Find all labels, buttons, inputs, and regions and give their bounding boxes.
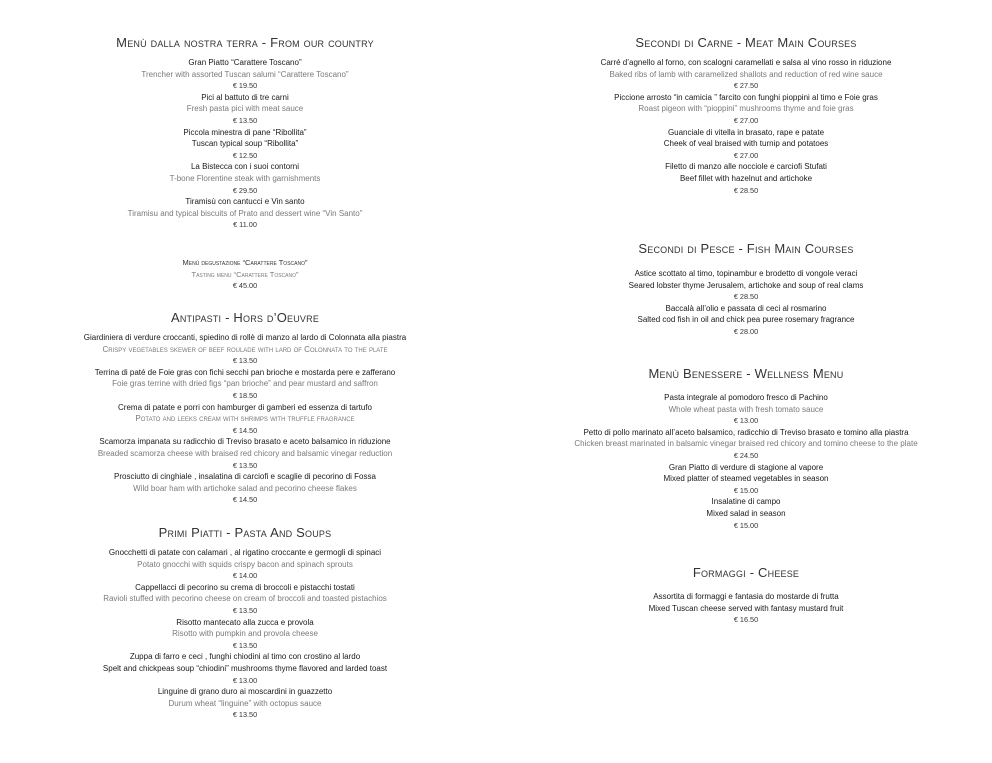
menu-item-name-eng: Chicken breast marinated in balsamic vinegar braised red chicory and tomino cheese to the plate [574, 439, 918, 449]
menu-item [500, 591, 992, 626]
section-items-formaggi [500, 591, 992, 626]
menu-item-name-eng: Salted cod fish in oil and chick pea puree rosemary fragrance [637, 315, 855, 325]
tasting-menu-eng: Tasting menu “Carattere Toscano” [191, 269, 299, 279]
menu-item-price: € 11.00 [233, 220, 257, 230]
menu-item [0, 127, 490, 162]
menu-item-price: € 15.00 [733, 485, 759, 495]
menu-item-name-ita: Scamorza impanata su radicchio di Treviso brasato e aceto balsamico in riduzione [99, 437, 391, 447]
section-items-benessere [500, 392, 992, 531]
menu-item-name-eng: Crispy vegetables skewer of beef roulade with lard of Colonnata to the plate [102, 344, 388, 354]
section-items-carne [500, 57, 992, 196]
menu-item [500, 303, 992, 338]
menu-item-name-ita: Assortita di formaggi e fantasia do mostarde di frutta [653, 592, 839, 601]
menu-item-name-ita: Baccalà all’olio e passata di ceci al rosmarino [665, 303, 827, 313]
menu-item-price: € 27.50 [733, 81, 759, 91]
menu-item-name-ita: Piccione arrosto “in camicia ” farcito con funghi pioppini al timo e Foie gras [614, 92, 878, 102]
menu-item-name-ita: Zuppa di farro e ceci , funghi chiodini al timo con crostino al lardo [129, 652, 361, 662]
section-title-antipasti: Antipasti - Hors d’Oeuvre [170, 310, 320, 325]
menu-item-price: € 13.50 [232, 356, 258, 366]
menu-item-price: € 28.50 [733, 292, 759, 302]
menu-item-name-eng: Whole wheat pasta with fresh tomato sauce [668, 404, 824, 414]
menu-item-name-ita: Cappellacci di pecorino su crema di broccoli e pistacchi tostati [135, 582, 355, 592]
menu-item-name-ita: Linguine di grano duro ai moscardini in guazzetto [157, 687, 333, 697]
menu-item-name-eng: Tuscan typical soup “Ribollita” [191, 139, 299, 149]
menu-item-price: € 27.00 [733, 115, 759, 125]
menu-item [0, 686, 490, 721]
menu-item-name-ita: Prosciutto di cinghiale , insalatina di carciofi e scaglie di pecorino di Fossa [114, 472, 376, 482]
menu-item [500, 57, 992, 92]
menu-item-name-eng: Wild boar ham with artichoke salad and pecorino cheese flakes [133, 483, 357, 493]
menu-item-price: € 16.50 [733, 615, 759, 625]
menu-item-name-eng: Seared lobster thyme Jerusalem, artichoke and soup of real clams [628, 280, 864, 290]
menu-item-name-ita: Guanciale di vitella in brasato, rape e patate [667, 127, 825, 137]
menu-item [500, 268, 992, 303]
menu-item-price: € 13.50 [232, 710, 258, 720]
menu-item-name-ita: Pici al battuto di tre carni [201, 92, 289, 102]
menu-item-price: € 13.00 [232, 675, 258, 685]
menu-item-name-ita: Tiramisù con cantucci e Vin santo [185, 197, 305, 207]
menu-item-name-eng: Mixed platter of steamed vegetables in season [663, 474, 829, 484]
menu-item-name-ita: La Bistecca con i suoi contorni [190, 162, 300, 172]
menu-item [500, 427, 992, 462]
menu-item [0, 547, 490, 582]
menu-item [0, 471, 490, 506]
menu-item [0, 161, 490, 196]
menu-item [500, 462, 992, 497]
menu-item [0, 332, 490, 367]
menu-item-name-eng: Spelt and chickpeas soup “chiodini” mushrooms thyme flavored and larded toast [102, 663, 388, 673]
menu-item-name-eng: Baked ribs of lamb with caramelized shallots and reduction of red wine sauce [609, 69, 883, 79]
menu-item [0, 367, 490, 402]
menu-item-name-eng: Potato and leeks cream with shrimps with truffle fragrance [135, 414, 355, 424]
menu-item [500, 496, 992, 531]
menu-item-name-eng: Potato gnocchi with squids crispy bacon and spinach sprouts [137, 559, 353, 569]
menu-item [500, 392, 992, 427]
menu-item-price: € 14.50 [232, 425, 258, 435]
menu-item-name-eng: Beef fillet with hazelnut and artichoke [679, 173, 813, 183]
menu-item-name-eng: Trencher with assorted Tuscan salumi “Carattere Toscano” [141, 69, 349, 79]
menu-item-price: € 24.50 [733, 450, 759, 460]
menu-item [0, 57, 490, 92]
section-title-benessere: Menù Benessere - Wellness Menu [648, 366, 844, 381]
menu-item-name-ita: Crema di patate e porri con hamburger di gamberi ed essenza di tartufo [118, 402, 372, 412]
menu-item-price: € 14.50 [232, 495, 258, 505]
menu-item-name-eng: Tiramisu and typical biscuits of Prato and dessert wine “Vin Santo” [127, 208, 363, 218]
menu-item-name-ita: Piccola minestra di pane “Ribollita” [183, 127, 307, 137]
menu-item-price: € 15.00 [733, 520, 759, 530]
menu-item [500, 161, 992, 196]
menu-item-name-eng: Cheek of veal braised with turnip and potatoes [663, 139, 829, 149]
menu-item-name-ita: Risotto mantecato alla zucca e provola [176, 617, 314, 627]
menu-item-price: € 13.00 [733, 416, 759, 426]
menu-item-name-eng: Mixed Tuscan cheese served with fantasy mustard fruit [648, 603, 844, 613]
section-title-pesce: Secondi di Pesce - Fish Main Courses [638, 241, 854, 256]
menu-item-name-eng: Risotto with pumpkin and provola cheese [172, 629, 318, 639]
menu-item-price: € 28.00 [733, 326, 759, 336]
menu-item-price: € 14.00 [232, 571, 258, 581]
menu-item-name-ita: Filetto di manzo alle nocciole e carciofi Stufati [665, 162, 827, 172]
menu-item [500, 92, 992, 127]
menu-item-name-ita: Giardiniera di verdure croccanti, spiedino di rollè di manzo al lardo di Colonnata alla piastra [83, 333, 407, 342]
menu-item-name-ita: Petto di pollo marinato all’aceto balsamico, radicchio di Treviso brasato e tomino alla piastra [583, 427, 909, 437]
tasting-menu [0, 257, 490, 292]
menu-item-price: € 13.50 [232, 640, 258, 650]
menu-item [0, 196, 490, 231]
menu-item-name-eng: Roast pigeon with “pioppini” mushrooms thyme and foie gras [638, 104, 854, 114]
menu-item-name-ita: Terrina di paté de Foie gras con fichi secchi pan brioche e mostarda pere e zafferano [94, 367, 396, 377]
menu-item-price: € 13.50 [232, 605, 258, 615]
menu-item [0, 436, 490, 471]
menu-item-name-eng: Fresh pasta pici with meat sauce [186, 104, 304, 114]
menu-item-price: € 29.50 [232, 185, 258, 195]
menu-item-price: € 19.50 [232, 81, 258, 91]
section-items-pesce [500, 268, 992, 338]
menu-item-name-ita: Carré d’agnello al forno, con scalogni caramellati e salsa al vino rosso in riduzione [600, 58, 892, 67]
menu-item [0, 402, 490, 437]
menu-item-price: € 12.50 [232, 150, 258, 160]
menu-item-name-eng: Breaded scamorza cheese with braised red chicory and balsamic vinegar reduction [97, 448, 393, 458]
section-title-formaggi: Formaggi - Cheese [692, 565, 800, 580]
section-items-country [0, 57, 490, 231]
menu-item-name-eng: Ravioli stuffed with pecorino cheese on cream of broccoli and toasted pistachios [103, 594, 387, 604]
section-title-primi: Primi Piatti - Pasta And Soups [158, 525, 332, 540]
menu-item [500, 127, 992, 162]
menu-item-price: € 13.50 [232, 460, 258, 470]
menu-item-price: € 13.50 [232, 115, 258, 125]
tasting-menu-price: € 45.00 [232, 281, 258, 291]
menu-item-name-eng: Mixed salad in season [706, 508, 786, 518]
tasting-menu-ita: Menù degustazione “Carattere Toscano” [182, 258, 308, 267]
menu-item-name-ita: Pasta integrale al pomodoro fresco di Pachino [664, 393, 828, 402]
menu-item-name-ita: Gran Piatto “Carattere Toscano” [188, 58, 302, 67]
menu-item-name-eng: T-bone Florentine steak with garnishments [169, 173, 321, 183]
section-title-country: Menù dalla nostra terra - From our country [116, 35, 374, 50]
section-items-antipasti [0, 332, 490, 506]
menu-item-name-ita: Gnocchetti di patate con calamari , al rigatino croccante e germogli di spinaci [108, 548, 382, 557]
section-items-primi [0, 547, 490, 721]
menu-item-price: € 18.50 [232, 390, 258, 400]
menu-item-name-eng: Durum wheat “linguine” with octopus sauce [168, 698, 322, 708]
menu-item-name-eng: Foie gras terrine with dried figs “pan brioche” and pear mustard and saffron [112, 379, 378, 389]
menu-item [0, 582, 490, 617]
menu-item-name-ita: Astice scottato al timo, topinambur e brodetto di vongole veraci [634, 269, 858, 278]
menu-item [0, 92, 490, 127]
menu-item-price: € 27.00 [733, 150, 759, 160]
menu-item-name-ita: Gran Piatto di verdure di stagione al vapore [668, 462, 824, 472]
section-title-carne: Secondi di Carne - Meat Main Courses [635, 35, 857, 50]
menu-item [0, 617, 490, 652]
menu-item [0, 651, 490, 686]
menu-item-price: € 28.50 [733, 185, 759, 195]
menu-item-name-ita: Insalatine di campo [711, 497, 781, 507]
